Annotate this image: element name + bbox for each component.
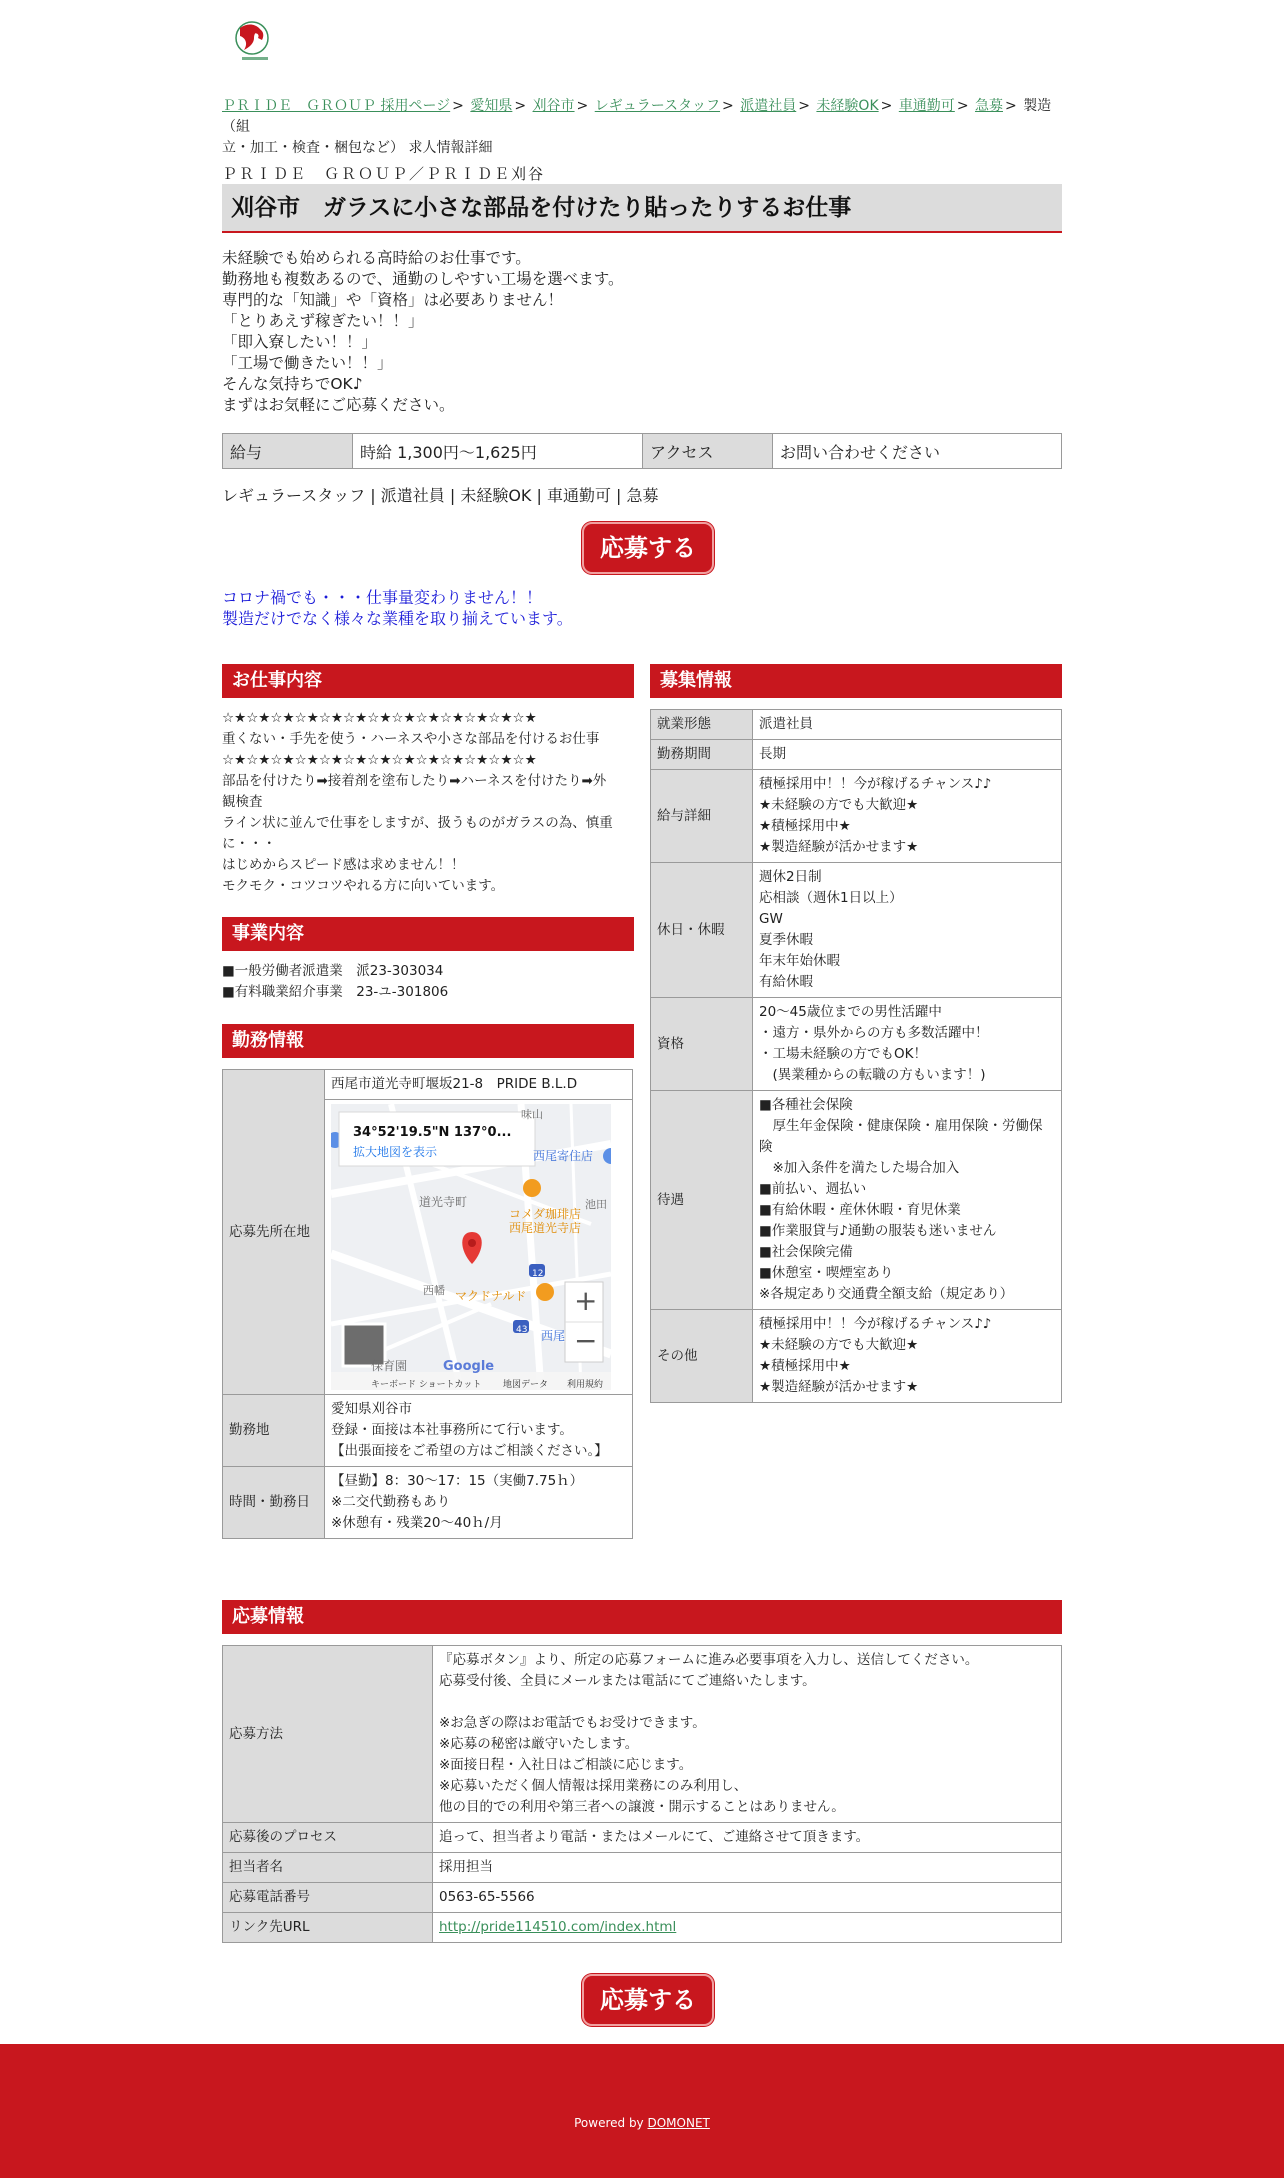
url-value bbox=[433, 1913, 1062, 1943]
location-line: 登録・面接は本社事務所にて行います。 bbox=[331, 1422, 573, 1438]
intro-line: 「とりあえず稼ぎたい！！」 bbox=[222, 312, 424, 330]
recruit-line: ★製造経験が活かせます★ bbox=[759, 1379, 919, 1395]
notice-line: 製造だけでなく様々な業種を取り揃えています。 bbox=[222, 609, 573, 628]
recruit-line: 週休2日制 bbox=[759, 869, 822, 885]
location-value bbox=[325, 1395, 633, 1467]
job-content-line: 部品を付けたり➡接着剤を塗布したり➡ハーネスを付けたり➡外 bbox=[222, 773, 607, 789]
map-place-label: 保育園 bbox=[371, 1359, 408, 1373]
access-value: お問い合わせください bbox=[773, 434, 1062, 469]
address-text: 西尾市道光寺町堰坂21-8 PRIDE B.L.D bbox=[331, 1076, 578, 1092]
page-title: 刈谷市 ガラスに小さな部品を付けたり貼ったりするお仕事 bbox=[222, 184, 1062, 233]
recruit-line: ★積極採用中★ bbox=[759, 1358, 851, 1374]
job-content-text bbox=[222, 708, 634, 897]
access-label: アクセス bbox=[643, 434, 773, 469]
map-data-link[interactable]: 地図データ bbox=[503, 1380, 549, 1390]
breadcrumb-link-mikeiken[interactable]: 未経験OK bbox=[816, 98, 879, 114]
method-line: ※お急ぎの際はお電話でもお受けできます。 bbox=[439, 1715, 706, 1731]
recruit-line: 年末年始休暇 bbox=[759, 953, 840, 969]
method-line: 『応募ボタン』より、所定の応募フォームに進み必要事項を入力し、送信してください。 bbox=[439, 1652, 979, 1668]
hours-value bbox=[325, 1467, 633, 1539]
breadcrumb-separator: > bbox=[880, 98, 893, 114]
method-label: 応募方法 bbox=[223, 1646, 433, 1823]
recruit-table bbox=[650, 709, 1062, 1403]
recruit-line: ■作業服貸与♪通勤の服装も迷いません bbox=[759, 1223, 997, 1239]
breadcrumb-separator: > bbox=[514, 98, 527, 114]
process-label: 応募後のプロセス bbox=[223, 1823, 433, 1853]
breadcrumb-separator: > bbox=[1005, 98, 1017, 114]
recruit-line: 派遣社員 bbox=[759, 716, 813, 732]
map-route-number: 43 bbox=[516, 1325, 528, 1335]
method-line bbox=[439, 1692, 1055, 1713]
map-place-label: 西尾道光寺店 bbox=[509, 1221, 582, 1235]
recruit-line: 険 bbox=[759, 1139, 773, 1155]
url-link[interactable]: http://pride114510.com/index.html bbox=[439, 1919, 677, 1935]
recruit-line: 有給休暇 bbox=[759, 974, 813, 990]
footer bbox=[0, 2044, 1284, 2178]
phone-value: 0563-65-5566 bbox=[433, 1883, 1062, 1913]
person-value: 採用担当 bbox=[433, 1853, 1062, 1883]
apply-info-heading: 応募情報 bbox=[222, 1600, 1062, 1634]
company-name: ＰＲＩＤＥ ＧＲＯＵＰ／ＰＲＩＤＥ刈谷 bbox=[222, 165, 546, 183]
salary-value: 時給 1,300円～1,625円 bbox=[353, 434, 643, 469]
recruit-line: ・遠方・県外からの方も多数活躍中！ bbox=[759, 1025, 989, 1041]
logo[interactable] bbox=[232, 16, 276, 66]
address-label: 応募先所在地 bbox=[223, 1070, 325, 1395]
map-place-label: マクドナルド bbox=[455, 1289, 527, 1303]
breadcrumb-separator: > bbox=[956, 98, 969, 114]
recruit-line: (異業種からの転職の方もいます！) bbox=[759, 1067, 986, 1083]
location-line: 愛知県刈谷市 bbox=[331, 1401, 412, 1417]
recruit-line: ■前払い、週払い bbox=[759, 1181, 867, 1197]
intro-line: 未経験でも始められる高時給のお仕事です。 bbox=[222, 249, 531, 267]
recruit-label: 就業形態 bbox=[651, 710, 753, 740]
recruit-heading: 募集情報 bbox=[650, 664, 1062, 698]
hours-line: 【昼勤】8：30～17：15（実働7.75ｈ） bbox=[331, 1473, 584, 1489]
recruit-line: 積極採用中！！今が稼げるチャンス♪♪ bbox=[759, 776, 992, 792]
apply-button-bottom[interactable]: 応募する bbox=[582, 1974, 714, 2026]
recruit-label: 勤務期間 bbox=[651, 740, 753, 770]
intro-line: 専門的な「知識」や「資格」は必要ありません！ bbox=[222, 291, 564, 309]
map-place-label: 味山 bbox=[521, 1108, 543, 1121]
breadcrumb-separator: > bbox=[798, 98, 810, 114]
work-info-table bbox=[222, 1069, 633, 1539]
footer-line bbox=[0, 2116, 1284, 2130]
breadcrumb-link-haken[interactable]: 派遣社員 bbox=[740, 98, 797, 114]
recruit-line: 長期 bbox=[759, 746, 786, 762]
recruit-label: 待遇 bbox=[651, 1091, 753, 1310]
map-cell bbox=[325, 1100, 633, 1395]
intro-line: 「工場で働きたい！！」 bbox=[222, 354, 393, 372]
job-content-line: 観検査 bbox=[222, 794, 263, 810]
recruit-line: ■各種社会保険 bbox=[759, 1097, 853, 1113]
recruit-line: 夏季休暇 bbox=[759, 932, 813, 948]
salary-label: 給与 bbox=[223, 434, 353, 469]
recruit-line: 積極採用中！！今が稼げるチャンス♪♪ bbox=[759, 1316, 992, 1332]
job-tags: レギュラースタッフ | 派遣社員 | 未経験OK | 車通勤可 | 急募 bbox=[222, 486, 659, 505]
notice-text bbox=[222, 587, 573, 629]
intro-line: そんな気持ちでOK♪ bbox=[222, 375, 363, 393]
breadcrumb-link-car[interactable]: 車通勤可 bbox=[898, 98, 955, 114]
recruit-value bbox=[753, 740, 1062, 770]
method-line: ※応募いただく個人情報は採用業務にのみ利用し、 bbox=[439, 1778, 748, 1794]
recruit-line: ★積極採用中★ bbox=[759, 818, 851, 834]
breadcrumb-link-kariya[interactable]: 刈谷市 bbox=[532, 98, 575, 114]
recruit-label: その他 bbox=[651, 1310, 753, 1403]
recruit-value bbox=[753, 770, 1062, 863]
job-content-line: に・・・ bbox=[222, 836, 276, 852]
breadcrumb-current: 製造（組 bbox=[222, 98, 1052, 135]
breadcrumb-link-top[interactable]: ＰＲＩＤＥ ＧＲＯＵＰ 採用ページ bbox=[222, 98, 451, 114]
recruit-line: 20～45歳位までの男性活躍中 bbox=[759, 1004, 942, 1020]
recruit-line: ※加入条件を満たした場合加入 bbox=[759, 1160, 960, 1176]
hours-line: ※二交代勤務もあり bbox=[331, 1494, 451, 1510]
recruit-line: ■休憩室・喫煙室あり bbox=[759, 1265, 894, 1281]
apply-button[interactable]: 応募する bbox=[582, 522, 714, 574]
map-keyboard-shortcuts[interactable]: キーボード ショートカット bbox=[371, 1380, 482, 1390]
intro-line: 勤務地も複数あるので、通勤のしやすい工場を選べます。 bbox=[222, 270, 624, 288]
recruit-line: 厚生年金保険・健康保険・雇用保険・労働保 bbox=[759, 1118, 1043, 1134]
map-place-label: 西尾寄住店 bbox=[533, 1149, 594, 1163]
business-line: ■有料職業紹介事業 23-ユ-301806 bbox=[222, 984, 449, 1000]
hours-label: 時間・勤務日 bbox=[223, 1467, 325, 1539]
recruit-line: 応相談（週休1日以上） bbox=[759, 890, 903, 906]
map-place-label: 道光寺町 bbox=[419, 1195, 468, 1209]
map-enlarge-link[interactable]: 拡大地図を表示 bbox=[353, 1145, 438, 1159]
map-terms-link[interactable]: 利用規約 bbox=[567, 1380, 604, 1390]
footer-powered: Powered by bbox=[574, 2116, 644, 2130]
map-route-number: 12 bbox=[532, 1269, 544, 1279]
method-line: 応募受付後、全員にメールまたは電話にてご連絡いたします。 bbox=[439, 1673, 816, 1689]
address-value bbox=[325, 1070, 633, 1100]
recruit-label: 資格 bbox=[651, 998, 753, 1091]
job-content-line: モクモク・コツコツやれる方に向いています。 bbox=[222, 878, 505, 894]
method-line: ※応募の秘密は厳守いたします。 bbox=[439, 1736, 639, 1752]
url-label: リンク先URL bbox=[223, 1913, 433, 1943]
summary-table bbox=[222, 433, 1062, 469]
google-logo: Google bbox=[443, 1359, 495, 1374]
map-zoom-in-button[interactable]: + bbox=[574, 1284, 598, 1317]
recruit-line: ※各規定あり交通費全額支給（規定あり） bbox=[759, 1286, 1014, 1302]
recruit-line: ★製造経験が活かせます★ bbox=[759, 839, 919, 855]
job-content-line: はじめからスピード感は求めません！！ bbox=[222, 857, 465, 873]
map-place-label: 西幡 bbox=[423, 1284, 445, 1297]
breadcrumb-link-aichi[interactable]: 愛知県 bbox=[470, 98, 513, 114]
job-content-line: ライン状に並んで仕事をしますが、扱うものがガラスの為、慎重 bbox=[222, 815, 613, 831]
breadcrumb-link-urgent[interactable]: 急募 bbox=[975, 98, 1003, 114]
recruit-value bbox=[753, 998, 1062, 1091]
method-line: ※面接日程・入社日はご相談に応じます。 bbox=[439, 1757, 693, 1773]
breadcrumb-separator: > bbox=[576, 98, 589, 114]
breadcrumb bbox=[222, 96, 1062, 159]
recruit-line: ■有給休暇・産休休暇・育児休業 bbox=[759, 1202, 961, 1218]
job-content-line: ☆★☆★☆★☆★☆★☆★☆★☆★☆★☆★☆★☆★☆★ bbox=[222, 752, 537, 768]
job-content-line: 重くない・手先を使う・ハーネスや小さな部品を付けるお仕事 bbox=[222, 731, 600, 747]
location-line: 【出張面接をご希望の方はご相談ください。】 bbox=[331, 1443, 608, 1459]
intro-line: 「即入寮したい！！」 bbox=[222, 333, 378, 351]
recruit-line: ■社会保険完備 bbox=[759, 1244, 853, 1260]
hours-line: ※休憩有・残業20～40ｈ/月 bbox=[331, 1515, 503, 1531]
recruit-line: ・工場未経験の方でもOK！ bbox=[759, 1046, 927, 1062]
business-text bbox=[222, 961, 634, 1003]
breadcrumb-separator: > bbox=[722, 98, 734, 114]
process-value: 追って、担当者より電話・またはメールにて、ご連絡させて頂きます。 bbox=[433, 1823, 1062, 1853]
recruit-label: 給与詳細 bbox=[651, 770, 753, 863]
recruit-value bbox=[753, 1310, 1062, 1403]
intro-text bbox=[222, 248, 1062, 416]
location-label: 勤務地 bbox=[223, 1395, 325, 1467]
recruit-value bbox=[753, 710, 1062, 740]
recruit-line: ★未経験の方でも大歓迎★ bbox=[759, 797, 919, 813]
job-content-heading: お仕事内容 bbox=[222, 664, 634, 698]
footer-domonet-link[interactable]: DOMONET bbox=[647, 2116, 710, 2130]
map-place-label: コメダ珈琲店 bbox=[509, 1207, 582, 1221]
map-coords: 34°52'19.5"N 137°0... bbox=[353, 1125, 512, 1140]
work-info-heading: 勤務情報 bbox=[222, 1024, 634, 1058]
apply-info-table bbox=[222, 1645, 1062, 1943]
recruit-line: ★未経験の方でも大歓迎★ bbox=[759, 1337, 919, 1353]
recruit-line: GW bbox=[759, 911, 783, 927]
method-line: 他の目的での利用や第三者への譲渡・開示することはありません。 bbox=[439, 1799, 845, 1815]
breadcrumb-separator: > bbox=[452, 98, 464, 114]
business-line: ■一般労働者派遣業 派23-303034 bbox=[222, 963, 444, 979]
map-place-label: 西尾 bbox=[541, 1329, 566, 1343]
business-heading: 事業内容 bbox=[222, 917, 634, 951]
job-content-line: ☆★☆★☆★☆★☆★☆★☆★☆★☆★☆★☆★☆★☆★ bbox=[222, 710, 537, 726]
phone-label: 応募電話番号 bbox=[223, 1883, 433, 1913]
breadcrumb-link-regular[interactable]: レギュラースタッフ bbox=[594, 98, 721, 114]
intro-line: まずはお気軽にご応募ください。 bbox=[222, 396, 455, 414]
method-value bbox=[433, 1646, 1062, 1823]
recruit-label: 休日・休暇 bbox=[651, 863, 753, 998]
person-label: 担当者名 bbox=[223, 1853, 433, 1883]
recruit-value bbox=[753, 863, 1062, 998]
map[interactable] bbox=[331, 1104, 611, 1390]
breadcrumb-current-cont: 立・加工・検査・梱包など） 求人情報詳細 bbox=[222, 140, 493, 156]
map-zoom-out-button[interactable]: − bbox=[574, 1324, 598, 1357]
recruit-value bbox=[753, 1091, 1062, 1310]
notice-line: コロナ禍でも・・・仕事量変わりません！！ bbox=[222, 588, 543, 607]
map-place-label: 池田 bbox=[585, 1198, 607, 1211]
